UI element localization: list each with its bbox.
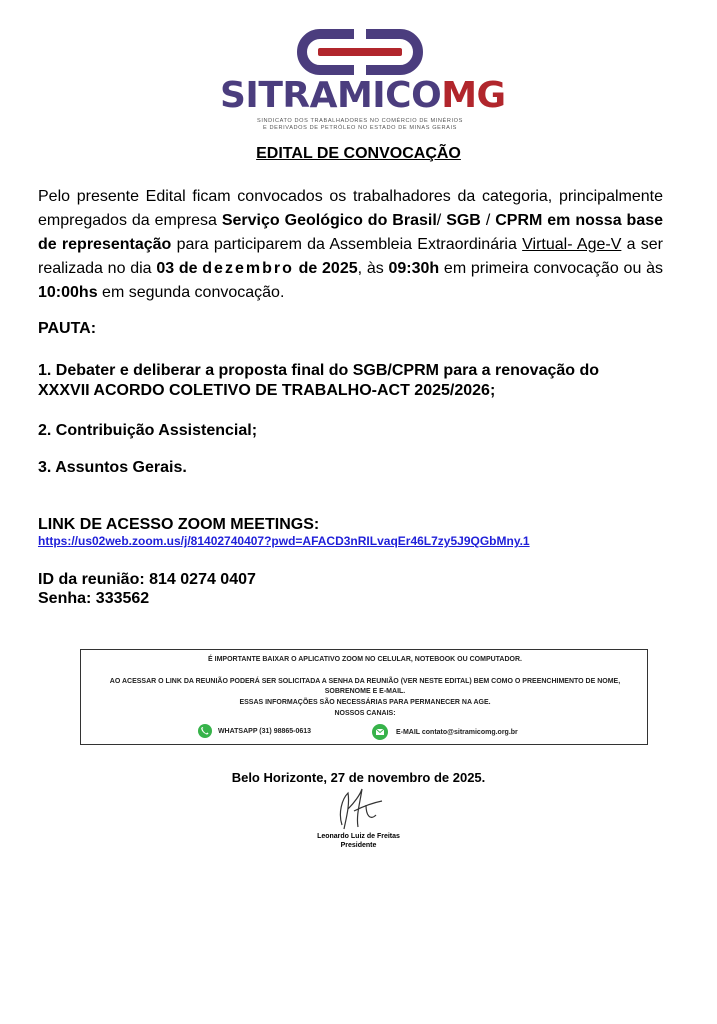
company-name: Serviço Geológico do Brasil [221,212,437,229]
meeting-day: 03 de [156,260,198,277]
representation-base: CPRM em nossa base de representação [38,212,664,253]
logo-subtitle-line2: E DERIVADOS DE PETRÓLEO NO ESTADO DE MINAS GERAIS [263,125,457,131]
zoom-meeting-link[interactable]: https://us02web.zoom.us/j/81402740407?pwd=AFACD3nRILvaqEr46L7zy5J9QGbMny.1 [38,534,530,548]
whatsapp-number: WHATSAPP (31) 98865-0613 [217,727,312,735]
notice-line: É IMPORTANTE BAIXAR O APLICATIVO ZOOM NO CELULAR, NOTEBOOK OU COMPUTADOR. [208,656,522,663]
meeting-year: de 2025 [298,260,358,277]
handwritten-signature [320,785,400,835]
notice-line: AO ACESSAR O LINK DA REUNIÃO PODERÁ SER SOLICITADA A SENHA DA REUNIÃO (VER NESTE EDITAL) BEM COMO O PREENCHIMENTO DE NOME, [109,678,621,685]
text-segment: em segunda convocação. [97,284,285,301]
meeting-id: ID da reunião: 814 0274 0407 [38,571,256,588]
text-segment: / [480,212,496,229]
meeting-credentials [38,570,256,608]
agenda-item: 2. Contribuição Assistencial; [38,422,258,439]
zoom-notice-box [80,649,648,745]
text-segment: / [436,212,447,229]
assembly-type: Virtual- Age-V [522,236,622,253]
email-icon [372,724,388,740]
signatory [0,832,717,850]
agenda-item: 3. Assuntos Gerais. [38,459,187,476]
meeting-password: Senha: 333562 [38,590,150,607]
logo-subtitle-line1: SINDICATO DOS TRABALHADORES NO COMÉRCIO DE MINÉRIOS [257,118,463,124]
second-call-time: 10:00hs [38,284,98,301]
text-segment: , às [357,260,389,277]
meeting-month: dezembro [202,260,294,277]
company-acronym: SGB [446,212,481,229]
logo-wordmark-part1: SITRAMICO [220,75,442,116]
email-address: E-MAIL contato@sitramicomg.org.br [395,728,518,736]
logo-wordmark [220,75,506,116]
text-segment: para participarem da Assembleia Extraordinária [171,236,523,253]
first-call-time: 09:30h [388,260,440,277]
email-channel[interactable] [372,724,518,740]
agenda-heading: PAUTA: [38,320,97,337]
logo-wordmark-part2: MG [441,75,506,116]
zoom-link-heading: LINK DE ACESSO ZOOM MEETINGS: [38,516,320,533]
whatsapp-icon [198,724,212,738]
closing-date: Belo Horizonte, 27 de novembro de 2025. [231,770,486,785]
text-segment: Pelo presente Edital ficam convocados os trabalhadores da categoria, principalmente empregados da empresa [38,188,663,229]
whatsapp-channel[interactable] [198,724,311,738]
chain-link-icon [290,28,430,76]
signatory-role: Presidente [340,842,377,849]
sitramicomg-logo [220,20,506,140]
notice-line: SOBRENOME E E-MAIL. [324,688,406,695]
notice-line: NOSSOS CANAIS: [334,710,396,717]
agenda-item: 1. Debater e deliberar a proposta final do SGB/CPRM para a renovação do XXXVII ACORDO COLETIVO DE TRABALHO-ACT 2025/2026; [38,362,600,399]
notice-line: ESSAS INFORMAÇÕES SÃO NECESSÁRIAS PARA PERMANECER NA AGE. [239,699,491,706]
text-segment: a ser realizada no dia [38,236,664,277]
text-segment: em primeira convocação ou às [439,260,663,277]
page-title: EDITAL DE CONVOCAÇÃO [256,145,461,162]
signatory-name: Leonardo Luiz de Freitas [317,833,400,840]
convocation-paragraph [38,185,663,305]
logo-subtitle [220,118,500,132]
